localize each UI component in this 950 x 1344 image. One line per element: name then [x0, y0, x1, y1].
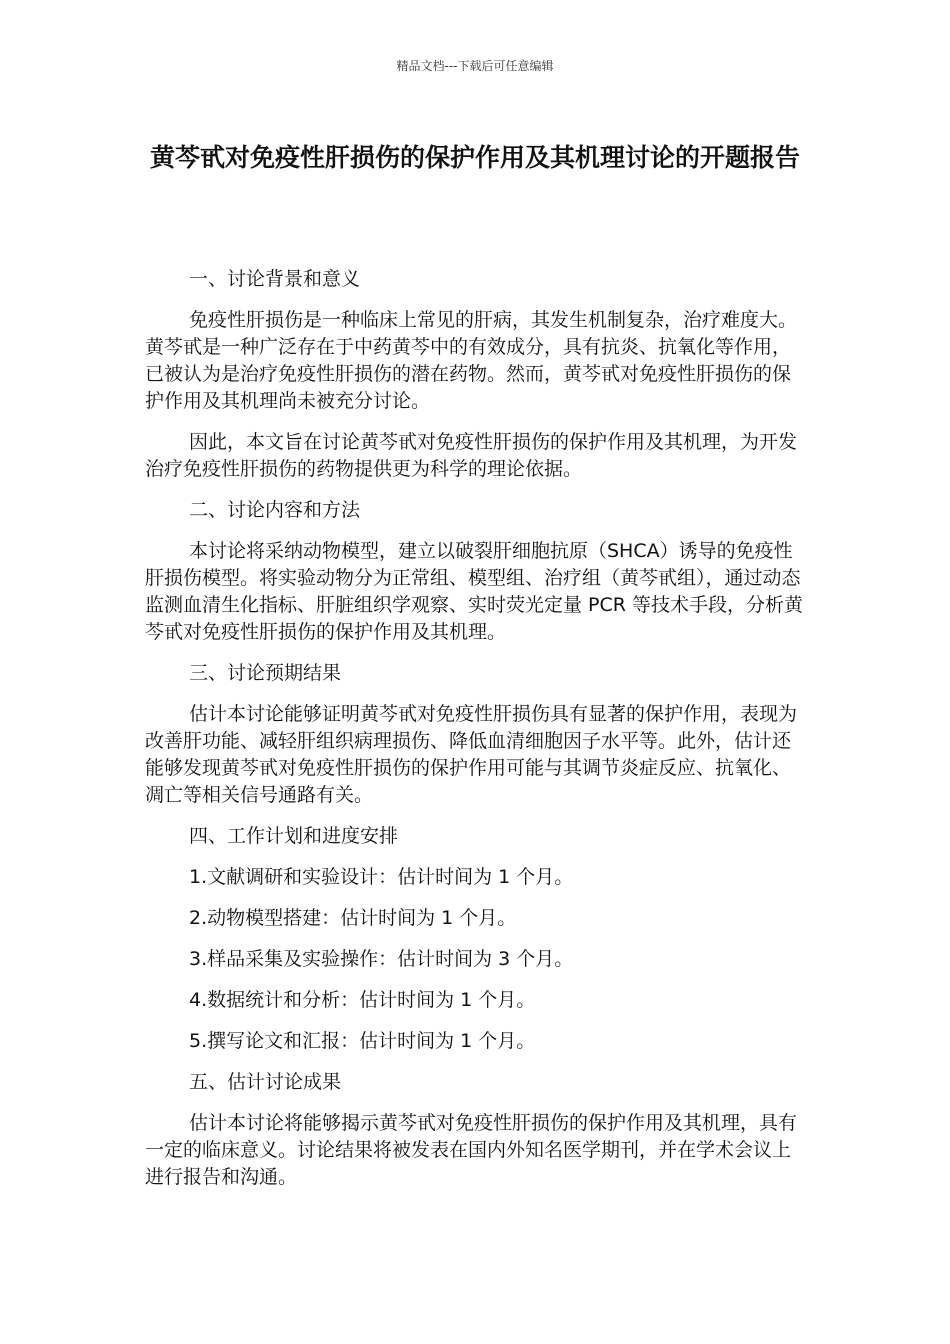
document-title: 黄芩甙对免疫性肝损伤的保护作用及其机理讨论的开题报告 — [149, 143, 800, 172]
schedule-item: 4.数据统计和分析：估计时间为 1 个月。 — [189, 989, 536, 1011]
schedule-item: 3.样品采集及实验操作：估计时间为 3 个月。 — [189, 948, 574, 970]
section-heading-outcomes: 五、估计讨论成果 — [189, 1071, 342, 1093]
schedule-item: 5.撰写论文和汇报：估计时间为 1 个月。 — [189, 1030, 536, 1052]
paragraph-background: 免疫性肝损伤是一种临床上常见的肝病，其发生机制复杂，治疗难度大。黄芩甙是一种广泛存在于中药黄芩中的有效成分，具有抗炎、抗氧化等作用，已被认为是治疗免疫性肝损伤的潜在药物。然而，黄芩甙对免疫性肝损伤的保护作用及其机理尚未被充分讨论。 — [145, 309, 798, 412]
page-header-note: 精品文档---下载后可任意编辑 — [396, 59, 554, 73]
paragraph-purpose: 因此，本文旨在讨论黄芩甙对免疫性肝损伤的保护作用及其机理，为开发治疗免疫性肝损伤的药物提供更为科学的理论依据。 — [145, 431, 798, 480]
paragraph-expected-results: 估计本讨论能够证明黄芩甙对免疫性肝损伤具有显著的保护作用，表现为改善肝功能、减轻肝组织病理损伤、降低血清细胞因子水平等。此外，估计还能够发现黄芩甙对免疫性肝损伤的保护作用可能与其调节炎症反应、抗氧化、凋亡等相关信号通路有关。 — [145, 703, 798, 806]
section-heading-expected-results: 三、讨论预期结果 — [189, 662, 342, 684]
paragraph-outcomes: 估计本讨论将能够揭示黄芩甙对免疫性肝损伤的保护作用及其机理，具有一定的临床意义。讨论结果将被发表在国内外知名医学期刊，并在学术会议上进行报告和沟通。 — [145, 1112, 798, 1188]
section-heading-background: 一、讨论背景和意义 — [189, 268, 361, 290]
document-body — [145, 266, 805, 1205]
schedule-item: 1.文献调研和实验设计：估计时间为 1 个月。 — [189, 866, 574, 888]
section-heading-schedule: 四、工作计划和进度安排 — [189, 825, 399, 847]
schedule-item: 2.动物模型搭建：估计时间为 1 个月。 — [189, 907, 517, 929]
section-heading-methods: 二、讨论内容和方法 — [189, 499, 361, 521]
paragraph-methods: 本讨论将采纳动物模型，建立以破裂肝细胞抗原（SHCA）诱导的免疫性肝损伤模型。将实验动物分为正常组、模型组、治疗组（黄芩甙组），通过动态监测血清生化指标、肝脏组织学观察、实时荧光定量 PCR 等技术手段，分析黄芩甙对免疫性肝损伤的保护作用及其机理。 — [145, 540, 804, 643]
